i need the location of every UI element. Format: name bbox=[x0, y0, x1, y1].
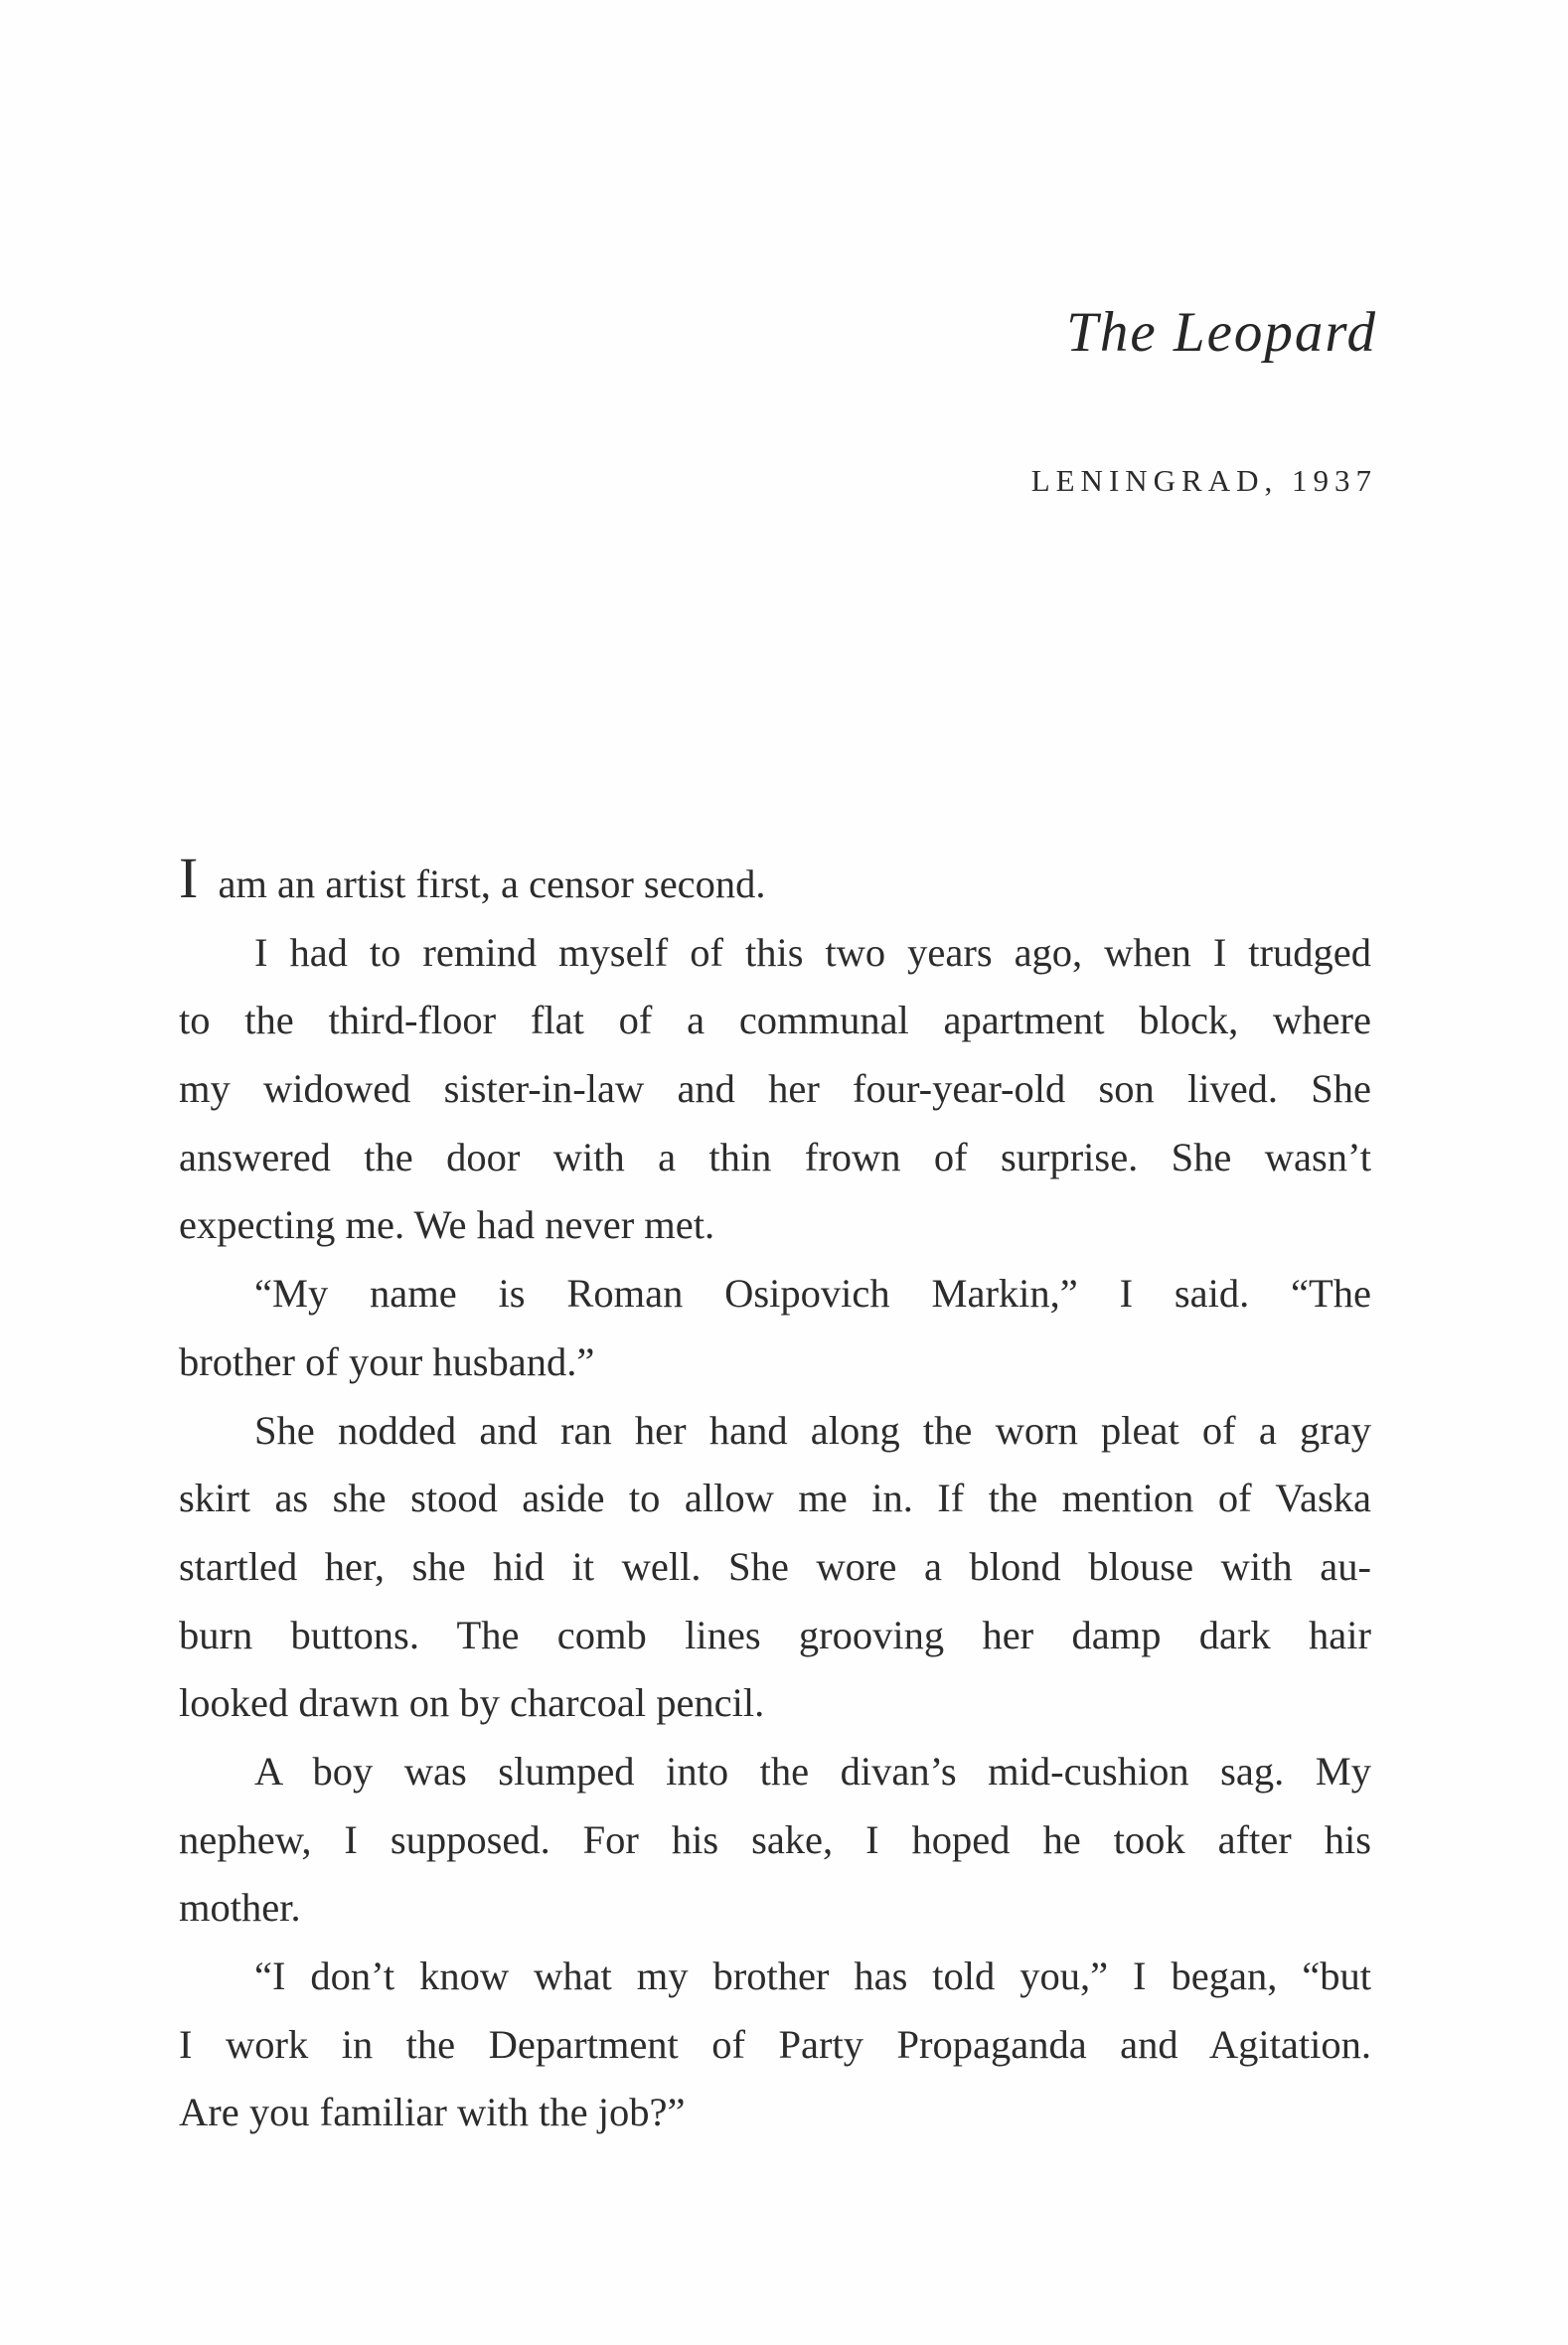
text-line: She nodded and ran her hand along the worn pleat of a gray bbox=[254, 1407, 1371, 1453]
text-line: nephew, I supposed. For his sake, I hoped he took after his bbox=[179, 1816, 1371, 1862]
text-line: I had to remind myself of this two years ago, when I trudged bbox=[254, 929, 1371, 975]
text-line: “My name is Roman Osipovich Markin,” I said. “The bbox=[254, 1271, 1371, 1317]
drop-cap: I bbox=[179, 846, 199, 910]
text-line: burn buttons. The comb lines grooving her damp dark hair bbox=[179, 1612, 1371, 1657]
text-line: A boy was slumped into the divan’s mid-cushion sag. My bbox=[254, 1748, 1371, 1794]
body-text bbox=[179, 846, 1371, 2147]
text-line: brother of your husband.” bbox=[179, 1338, 595, 1384]
text-line: looked drawn on by charcoal pencil. bbox=[179, 1680, 765, 1726]
text-line bbox=[179, 846, 1371, 919]
text-line-content: am an artist first, a censor second. bbox=[208, 861, 766, 906]
text-line: Are you familiar with the job?” bbox=[179, 2090, 686, 2135]
text-line: expecting me. We had never met. bbox=[179, 1202, 715, 1248]
text-line: to the third-floor flat of a communal apartment block, where bbox=[179, 998, 1371, 1043]
text-line: mother. bbox=[179, 1885, 301, 1931]
text-line: skirt as she stood aside to allow me in. If the mention of Vaska bbox=[179, 1476, 1371, 1521]
chapter-title: The Leopard bbox=[1066, 301, 1377, 364]
text-line: “I don’t know what my brother has told you,” I began, “but bbox=[254, 1954, 1371, 1998]
chapter-place-date: LENINGRAD, 1937 bbox=[1030, 463, 1377, 498]
text-line: answered the door with a thin frown of surprise. She wasn’t bbox=[179, 1134, 1371, 1179]
text-line: I work in the Department of Party Propaganda and Agitation. bbox=[179, 2021, 1371, 2067]
text-line: startled her, she hid it well. She wore a blond blouse with au- bbox=[179, 1543, 1371, 1589]
text-line: my widowed sister-in-law and her four-year-old son lived. She bbox=[179, 1066, 1371, 1112]
